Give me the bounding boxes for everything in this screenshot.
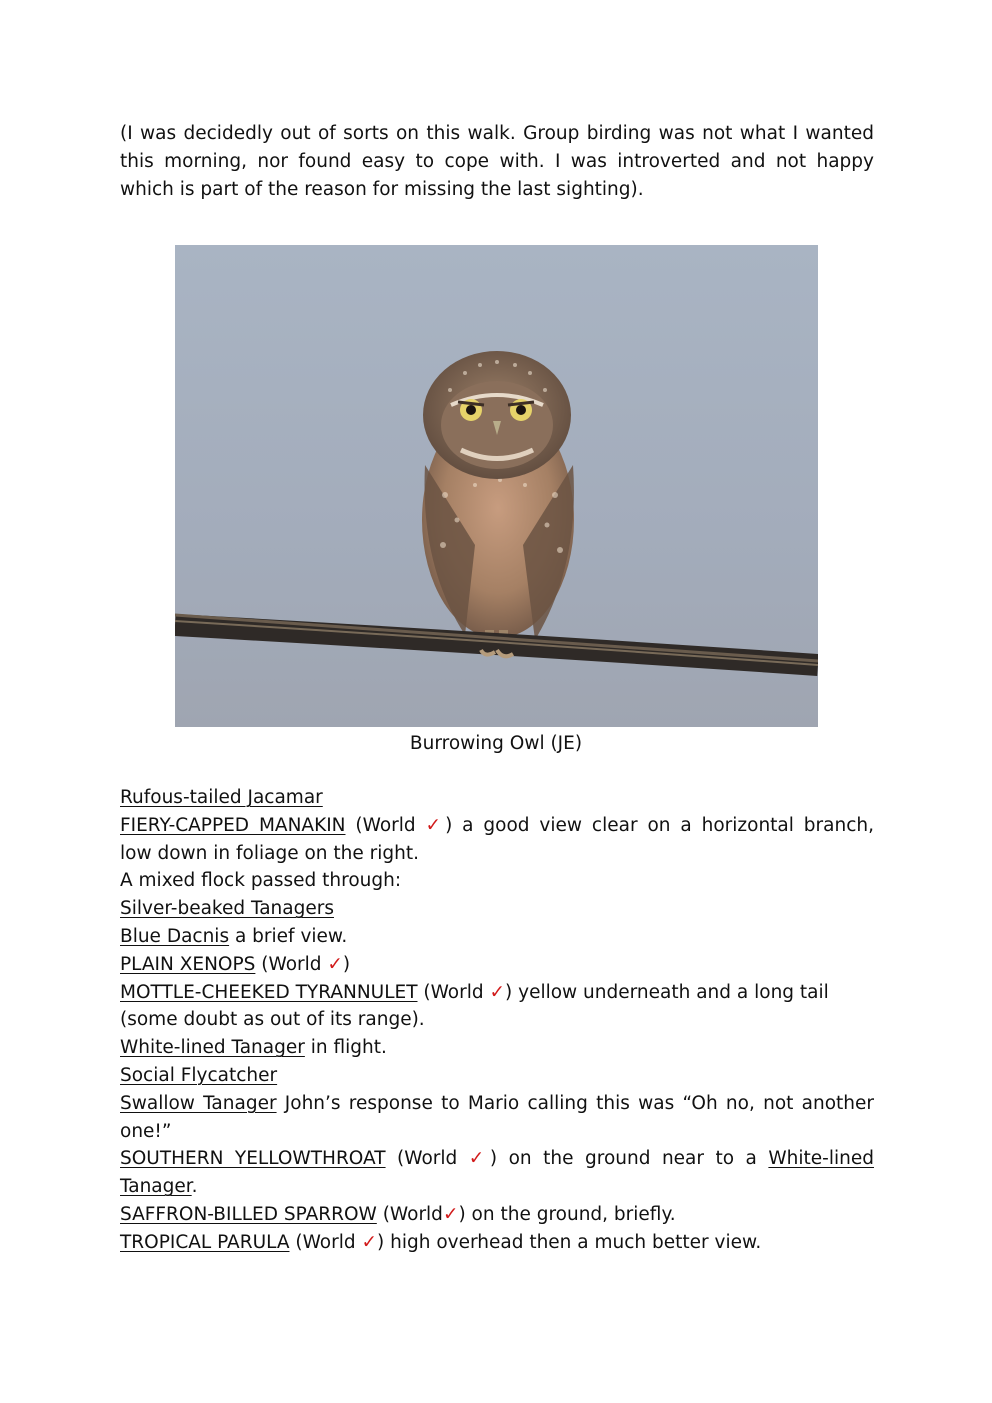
list-item <box>120 867 874 895</box>
sighting-note: on the ground near to a <box>497 1148 769 1170</box>
world-label-close: ) <box>377 1231 385 1253</box>
world-label-close: ) <box>505 981 513 1003</box>
list-item <box>120 784 874 812</box>
world-label-close: ) <box>342 953 351 975</box>
sighting-note: low down in foliage on the right. <box>120 842 419 864</box>
check-mark-icon: ✓ <box>489 981 506 1003</box>
species-name: MOTTLE-CHEEKED TYRANNULET <box>120 981 418 1003</box>
world-label: (World <box>417 981 490 1003</box>
species-name: Tanager <box>120 1176 192 1198</box>
sighting-note: A mixed flock passed through: <box>120 870 402 892</box>
sighting-note: a good view clear on a horizontal branch, <box>452 814 874 836</box>
list-item <box>120 1062 874 1090</box>
sighting-note: high overhead then a much better view. <box>384 1231 762 1253</box>
world-label: (World <box>345 814 426 836</box>
burrowing-owl-photo <box>175 245 818 727</box>
check-mark-icon: ✓ <box>425 814 446 836</box>
sighting-note: a brief view. <box>229 925 348 947</box>
species-name: SAFFRON-BILLED SPARROW <box>120 1203 377 1225</box>
check-mark-icon: ✓ <box>468 1148 490 1170</box>
world-label: (World <box>289 1231 362 1253</box>
world-label: (World <box>376 1203 443 1225</box>
world-label-close: ) <box>489 1148 498 1170</box>
list-item-continued <box>120 1118 874 1146</box>
list-item <box>120 1145 874 1173</box>
species-name: Silver-beaked Tanagers <box>120 898 334 920</box>
list-item <box>120 812 874 840</box>
sighting-note: John’s response to Mario calling this was “Oh no, not another <box>276 1092 874 1114</box>
species-name: PLAIN XENOPS <box>120 953 256 975</box>
species-name: TROPICAL PARULA <box>120 1231 290 1253</box>
world-label-close: ) <box>458 1203 466 1225</box>
sightings-list <box>120 784 874 1257</box>
species-name: White-lined <box>768 1148 874 1170</box>
sighting-note: . <box>191 1176 198 1198</box>
check-mark-icon: ✓ <box>442 1203 459 1225</box>
photo-caption: Burrowing Owl (JE) <box>409 733 583 754</box>
owl-photo-image <box>175 245 818 727</box>
world-label: (World <box>385 1148 469 1170</box>
world-label-close: ) <box>445 814 453 836</box>
species-name: SOUTHERN YELLOWTHROAT <box>120 1148 386 1170</box>
world-label: (World <box>255 953 328 975</box>
species-name: Rufous-tailed Jacamar <box>120 787 323 808</box>
list-item <box>120 951 874 979</box>
list-item <box>120 895 874 923</box>
list-item-continued <box>120 1173 874 1201</box>
list-item <box>120 1034 874 1062</box>
sighting-note: in flight. <box>304 1037 387 1059</box>
list-item <box>120 1090 874 1118</box>
check-mark-icon: ✓ <box>361 1231 378 1253</box>
species-name: White-lined Tanager <box>120 1037 305 1059</box>
list-item <box>120 1229 874 1257</box>
intro-paragraph: (I was decidedly out of sorts on this walk. Group birding was not what I wanted this morning, nor found easy to cope with. I was introverted and not happy which is part of the reason for missing the last sighting). <box>120 123 874 200</box>
species-name: Blue Dacnis <box>120 925 230 947</box>
list-item <box>120 923 874 951</box>
species-name: Social Flycatcher <box>120 1064 278 1086</box>
list-item <box>120 979 874 1007</box>
sighting-note: on the ground, briefly. <box>465 1203 676 1225</box>
list-item-continued <box>120 840 874 868</box>
sighting-note: (some doubt as out of its range). <box>120 1009 425 1031</box>
species-name: FIERY-CAPPED MANAKIN <box>120 814 346 836</box>
check-mark-icon: ✓ <box>327 953 343 975</box>
species-name: Swallow Tanager <box>120 1092 277 1114</box>
list-item-continued <box>120 1006 874 1034</box>
sighting-note: one!” <box>120 1120 172 1142</box>
list-item <box>120 1201 874 1229</box>
sighting-note: yellow underneath and a long tail <box>512 981 829 1003</box>
